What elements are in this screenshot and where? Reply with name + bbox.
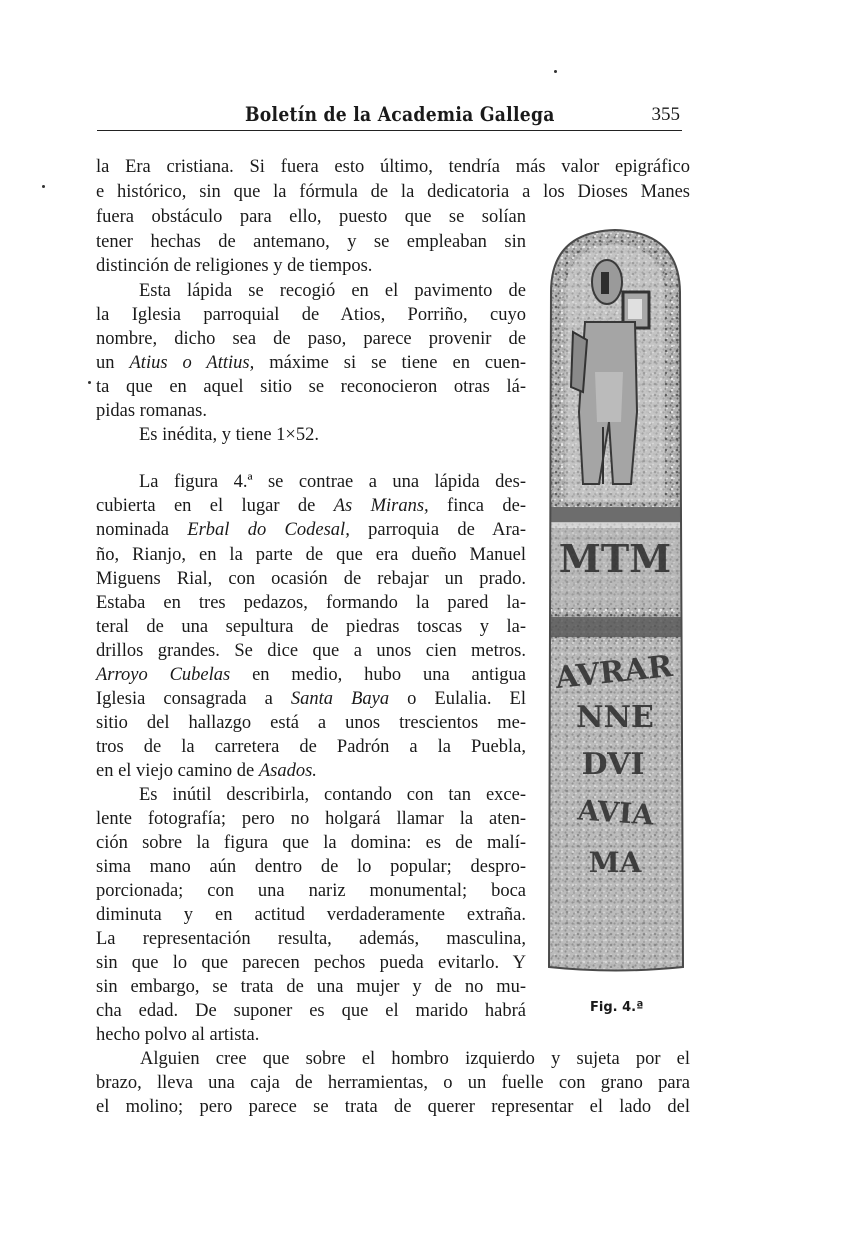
text-line: e histórico, sin que la fórmula de la dedicatoria a los Dioses Manes (96, 182, 690, 202)
text-line: diminuta y en actitud verdaderamente extraña. (96, 905, 526, 925)
text-line: distinción de religiones y de tiempos. (96, 256, 373, 276)
text-line: en el viejo camino de Asados. (96, 761, 317, 781)
text-line: Es inútil describirla, contando con tan exce- (139, 785, 526, 805)
text-line: brazo, lleva una caja de herramientas, o un fuelle con grano para (96, 1073, 690, 1093)
stele-inscription-line: MTM (558, 536, 672, 581)
place-name: Asados. (258, 761, 317, 781)
text-line: tros de la carretera de Padrón a la Puebla, (96, 737, 526, 757)
ink-speck (554, 70, 557, 73)
stele-inscription-line: AVIA (576, 793, 655, 832)
stele-inscription-line: AVRAR (553, 649, 675, 697)
text-line: nominada Erbal do Codesal, parroquia de Ara- (96, 520, 527, 540)
text-line: Alguien cree que sobre el hombro izquierdo y sujeta por el (140, 1049, 690, 1069)
journal-title: Boletín de la Academia Gallega (245, 102, 555, 126)
text-line: un Atius o Attius, máxime si se tiene en cuen- (96, 353, 527, 373)
stele-inscription-line: DVI (581, 747, 645, 782)
text-line: cubierta en el lugar de As Mirans, finca de- (96, 496, 527, 516)
text-line: sima mano aún dentro de lo popular; despro- (96, 857, 526, 877)
text-line: cha edad. De suponer es que el marido habrá (96, 1001, 526, 1021)
stele-photograph-image (543, 222, 687, 982)
text-line: drillos grandes. Se dice que a unos cien metros. (96, 641, 526, 661)
stele-inscription-line: NNE (576, 700, 654, 735)
place-name: Arroyo Cubelas (96, 665, 231, 685)
text-line: sin embargo, se trata de una mujer y de no mu- (96, 977, 526, 997)
text-line: La figura 4.ª se contrae a una lápida des- (139, 472, 526, 492)
text-line: sin que lo que parecen pechos pueda evitarlo. Y (96, 953, 526, 973)
text-line: hecho polvo al artista. (96, 1025, 260, 1045)
stele-photograph (543, 222, 687, 982)
text-line: la Iglesia parroquial de Atios, Porriño, cuyo (96, 305, 526, 325)
text-line: ta que en aquel sitio se reconocieron otras lá- (96, 377, 526, 397)
text-line: teral de una sepultura de piedras toscas y la- (96, 617, 526, 637)
text-line: Iglesia consagrada a Santa Baya o Eulalia. El (96, 689, 527, 709)
running-head (97, 100, 682, 131)
text-line: Estaba en tres pedazos, formando la pared la- (96, 593, 526, 613)
text-line: porcionada; con una nariz monumental; boca (96, 881, 526, 901)
figure-caption: Fig. 4.ª (590, 1000, 644, 1015)
text-line: sitio del hallazgo está a unos trescientos me- (96, 713, 526, 733)
text-line: Es inédita, y tiene 1×52. (139, 425, 319, 445)
text-line: el molino; pero parece se trata de querer representar el lado del (96, 1097, 690, 1117)
text-line: nombre, dicho sea de paso, parece provenir de (96, 329, 526, 349)
text-line: tener hechas de antemano, y se empleaban sin (96, 232, 526, 252)
text-line: lente fotografía; pero no holgará llamar la aten- (96, 809, 526, 829)
ink-speck (88, 381, 91, 384)
page-number: 355 (651, 104, 680, 125)
stele-inscription-line: MA (588, 846, 642, 879)
text-line: ción sobre la figura que la domina: es de malí- (96, 833, 526, 853)
text-line: la Era cristiana. Si fuera esto último, tendría más valor epigráfico (96, 157, 690, 177)
text-line: Esta lápida se recogió en el pavimento de (139, 281, 526, 301)
text-line: Miguens Rial, con ocasión de rebajar un prado. (96, 569, 526, 589)
text-line: pidas romanas. (96, 401, 207, 421)
place-name: Santa Baya (290, 689, 390, 709)
place-name: As Mirans, (333, 496, 429, 516)
place-name: Atius o Attius, (129, 353, 255, 373)
text-line: La representación resulta, además, masculina, (96, 929, 526, 949)
text-line: ño, Rianjo, en la parte de que era dueño Manuel (96, 545, 526, 565)
place-name: Erbal do Codesal, (187, 520, 350, 540)
ink-speck (42, 185, 45, 188)
text-line: fuera obstáculo para ello, puesto que se solían (96, 207, 526, 227)
text-line: Arroyo Cubelas en medio, hubo una antigua (96, 665, 526, 685)
